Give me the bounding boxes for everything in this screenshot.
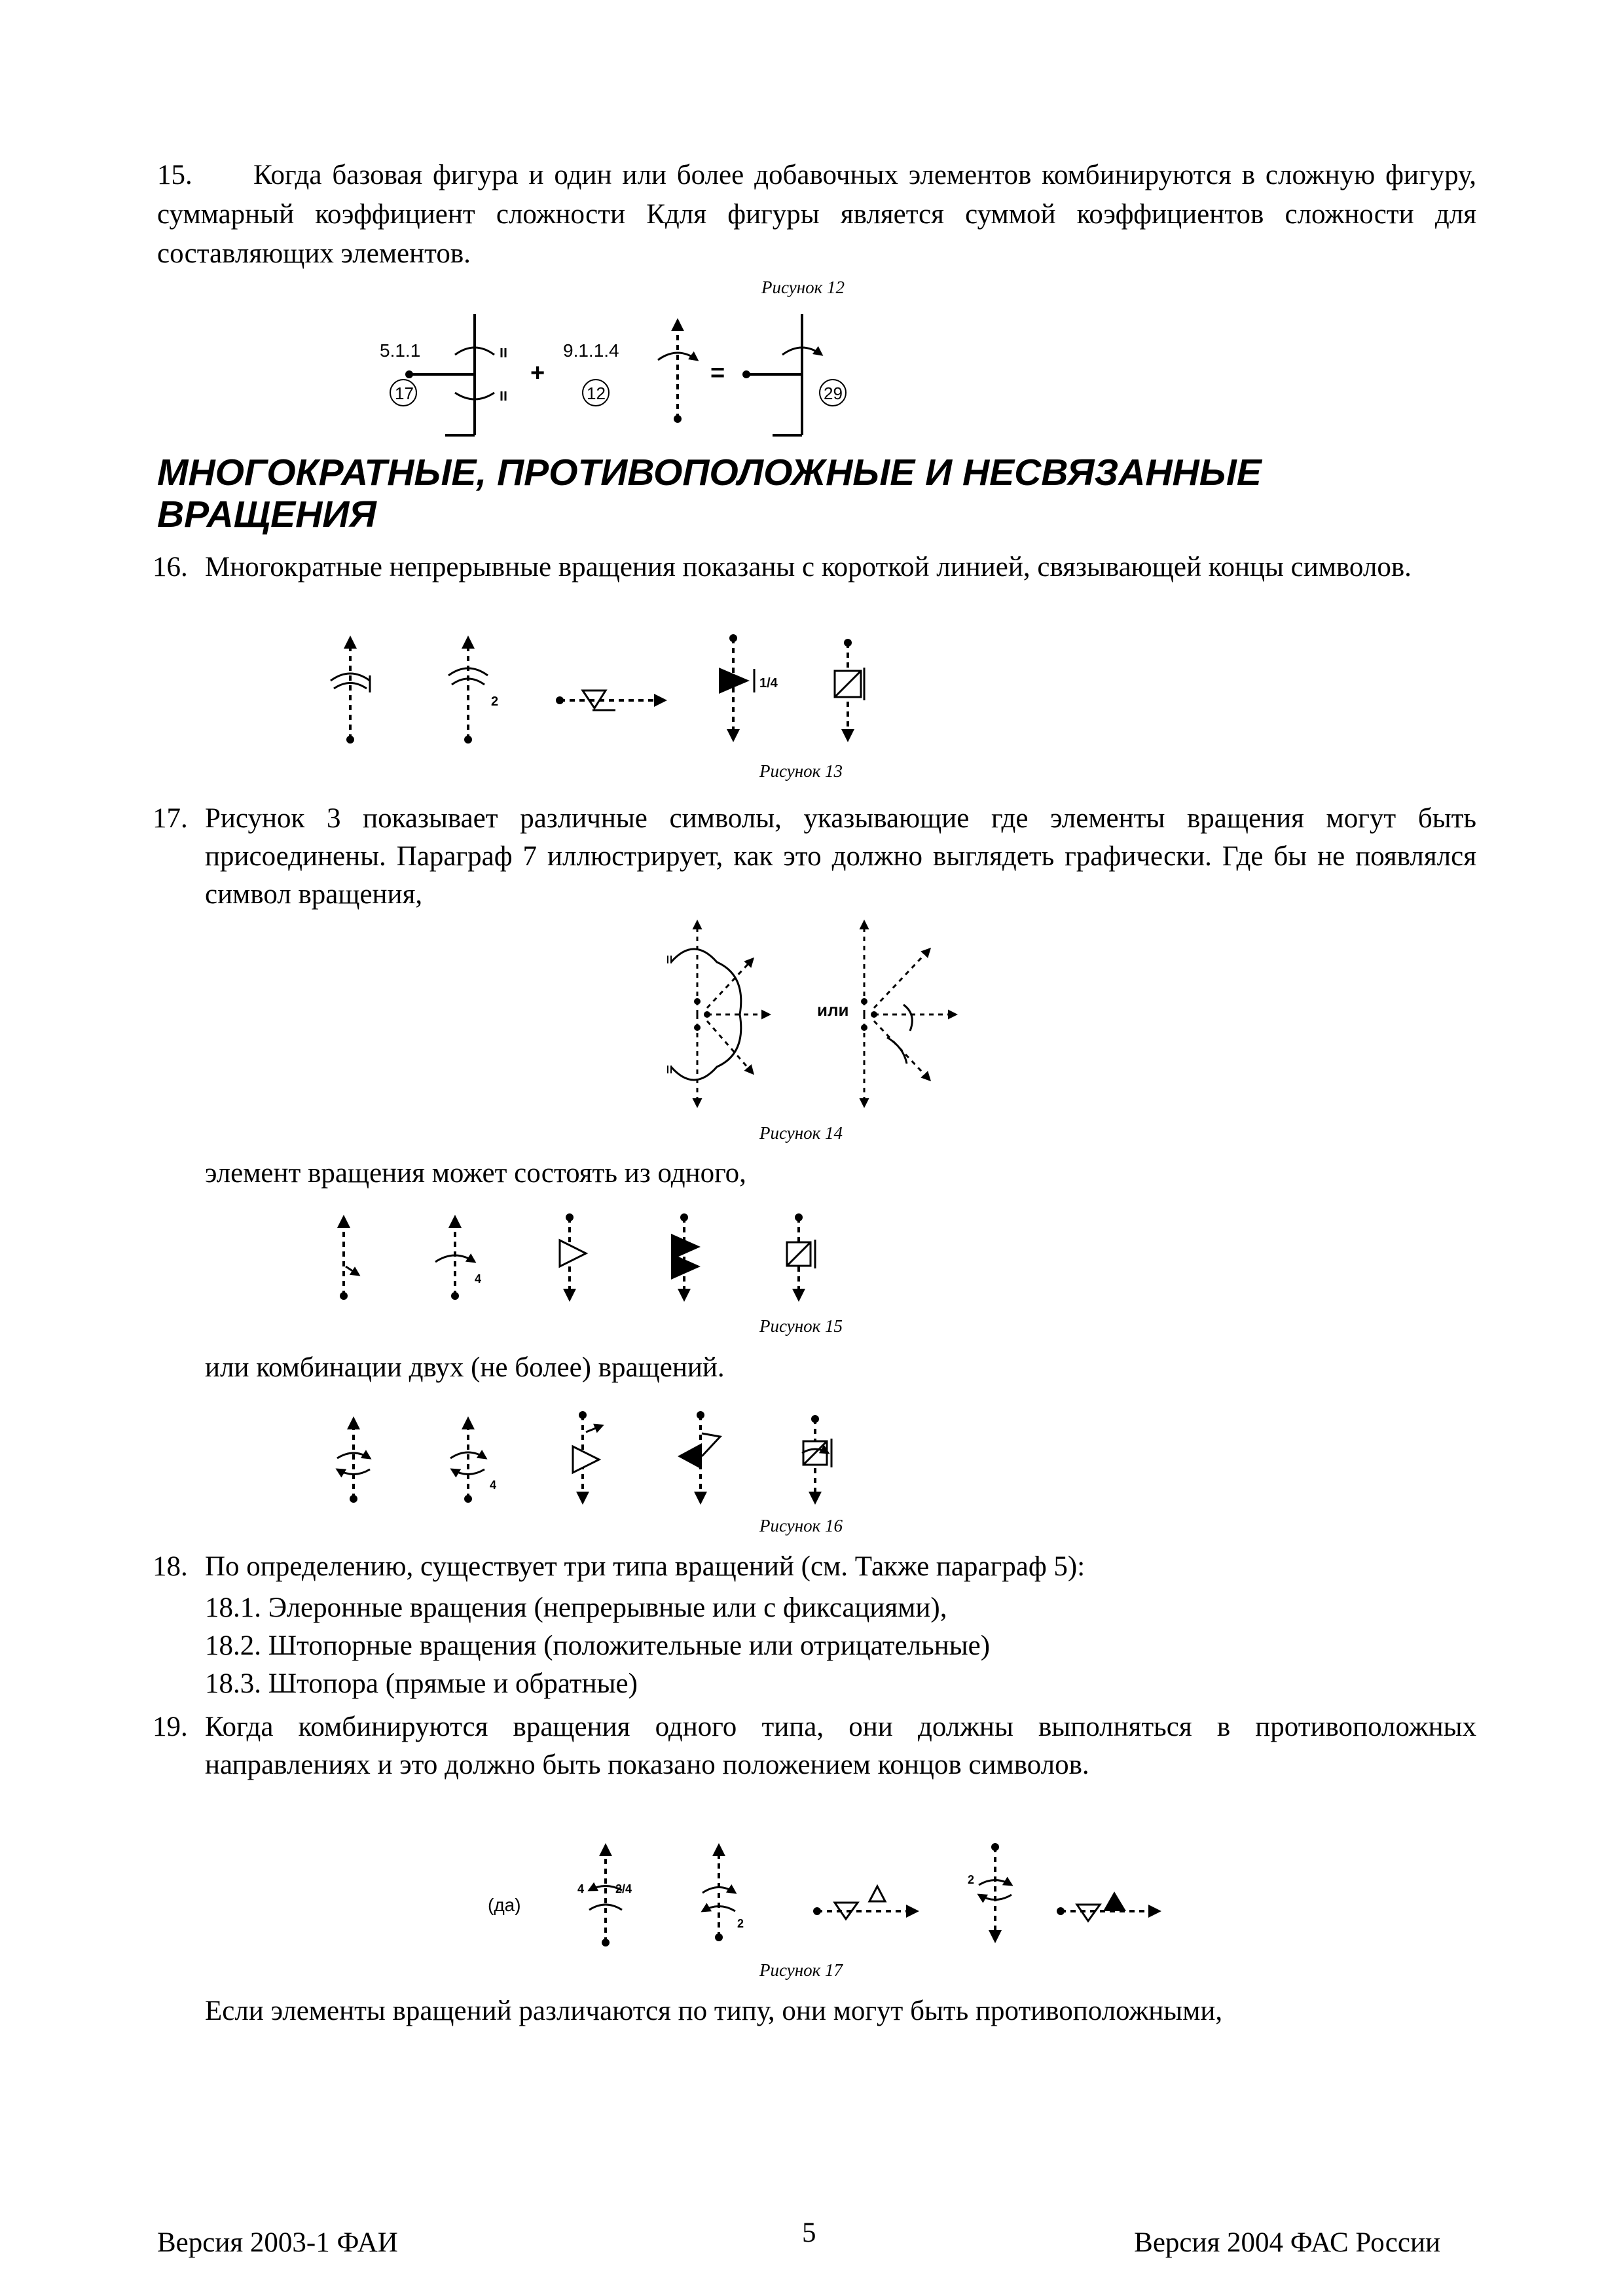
- rotation-symbol-4: [719, 634, 778, 740]
- single-rotation-4: [671, 1213, 701, 1299]
- paragraph-text: элемент вращения может состоять из одного,: [205, 1158, 746, 1189]
- combined-rotation-3: [573, 1411, 602, 1502]
- figure-caption: Рисунок 12: [761, 278, 845, 297]
- paragraph-16: [153, 548, 1476, 586]
- k-sum: 29: [824, 384, 843, 403]
- footer-right: Версия 2004 ФАС России: [1134, 2227, 1440, 2258]
- paragraph-text: Когда базовая фигура и один или более добавочных элементов комбинируются в сложную фигуру, суммарный коэффициент сложности Кдля фигуры является суммой коэффициентов сложности для составляющих элементов.: [157, 160, 1476, 269]
- combined-rotation-2: [450, 1419, 496, 1503]
- list-item: 18.3. Штопора (прямые и обратные): [205, 1668, 638, 1699]
- attachment-diagram-left: [668, 922, 769, 1106]
- paragraph-19-continued: [205, 1992, 1476, 2030]
- paragraph-number: 16.: [153, 552, 188, 583]
- k-b: 12: [587, 384, 606, 403]
- single-rotation-3: [560, 1213, 586, 1299]
- or-label: или: [817, 1000, 849, 1020]
- figure-caption: Рисунок 15: [759, 1316, 843, 1336]
- paragraph-17: [153, 800, 1476, 914]
- multiplier-label: 2: [968, 1873, 975, 1886]
- paragraph-17-continued-2: [205, 1349, 1476, 1387]
- paragraph-number: 19.: [153, 1712, 188, 1742]
- list-item: 18.1. Элеронные вращения (непрерывные или с фиксациями),: [205, 1592, 947, 1623]
- code-a: 5.1.1: [380, 340, 421, 361]
- single-rotation-5: [787, 1213, 815, 1299]
- yes-label: (да): [488, 1895, 521, 1915]
- rotation-symbol-3: [556, 691, 665, 710]
- multiplier-label: 4: [577, 1882, 585, 1895]
- list-item: 18.2. Штопорные вращения (положительные или отрицательные): [205, 1630, 991, 1661]
- figure-caption: Рисунок 13: [759, 761, 843, 781]
- fraction-label: 2/4: [615, 1882, 632, 1895]
- single-rotation-2: [435, 1217, 481, 1300]
- figure-14: [655, 916, 982, 1113]
- footer-left: Версия 2003-1 ФАИ: [157, 2227, 398, 2258]
- rotation-symbol-1: [331, 638, 370, 744]
- paragraph-text: или комбинации двух (не более) вращений.: [205, 1352, 725, 1383]
- multiplier-label: 2: [491, 694, 499, 709]
- paragraph-15: [157, 156, 1476, 274]
- opposite-rotation-5: [1057, 1892, 1159, 1921]
- multiplier-label: 4: [490, 1479, 497, 1492]
- figure-caption: Рисунок 17: [759, 1960, 843, 1980]
- multiplier-label: 2: [737, 1917, 744, 1930]
- paragraph-text: Рисунок 3 показывает различные символы, указывающие где элементы вращения могут быть присоединены. Параграф 7 иллюстрирует, как это должно выглядеть графически. Где бы не появлялся символ вращения,: [205, 803, 1476, 910]
- single-rotation-1: [340, 1217, 359, 1300]
- multiplier-label: 4: [475, 1272, 482, 1285]
- equals: =: [710, 359, 725, 387]
- paragraph-18: [153, 1548, 1476, 1586]
- plus: +: [530, 359, 545, 387]
- paragraph-text: Многократные непрерывные вращения показаны с короткой линией, связывающей концы символов.: [205, 552, 1412, 583]
- opposite-rotation-1: [577, 1846, 632, 1946]
- section-heading-line-2: ВРАЩЕНИЯ: [157, 493, 376, 535]
- rotation-symbol-5: [835, 639, 864, 740]
- code-b: 9.1.1.4: [563, 340, 619, 361]
- figure-17: [484, 1839, 1178, 1950]
- opposite-rotation-2: [702, 1846, 744, 1941]
- figure-caption: Рисунок 16: [759, 1516, 843, 1535]
- rotation-symbol-2: [448, 638, 498, 744]
- figure-16: [321, 1407, 858, 1512]
- figure-15: [314, 1211, 851, 1309]
- figure-13: [314, 628, 917, 753]
- paragraph-number: 18.: [153, 1551, 188, 1582]
- combined-rotation-5: [802, 1415, 831, 1502]
- combined-rotation-1: [337, 1419, 370, 1503]
- paragraph-text: По определению, существует три типа вращений (см. Также параграф 5):: [205, 1551, 1085, 1582]
- paragraph-19: [153, 1708, 1476, 1784]
- opposite-rotation-4: [968, 1843, 1012, 1941]
- paragraph-number: 15.: [157, 160, 192, 190]
- figure-caption: Рисунок 14: [759, 1123, 843, 1143]
- section-heading: [157, 452, 1476, 535]
- section-heading-line-1: МНОГОКРАТНЫЕ, ПРОТИВОПОЛОЖНЫЕ И НЕСВЯЗАННЫЕ: [157, 452, 1262, 493]
- k-a: 17: [395, 384, 414, 403]
- attachment-diagram-right: [861, 922, 956, 1106]
- figure-12: [367, 308, 864, 445]
- paragraph-number: 17.: [153, 803, 188, 834]
- paragraph-17-continued-1: [205, 1155, 1476, 1193]
- paragraph-text: Когда комбинируются вращения одного типа, они должны выполняться в противоположных направлениях и это должно быть показано положением концов символов.: [205, 1712, 1476, 1780]
- combined-rotation-4: [678, 1411, 720, 1502]
- page-number: 5: [802, 2217, 816, 2248]
- opposite-rotation-3: [813, 1886, 917, 1919]
- fraction-label: 1/4: [759, 676, 778, 691]
- paragraph-text: Если элементы вращений различаются по типу, они могут быть противоположными,: [205, 1996, 1223, 2026]
